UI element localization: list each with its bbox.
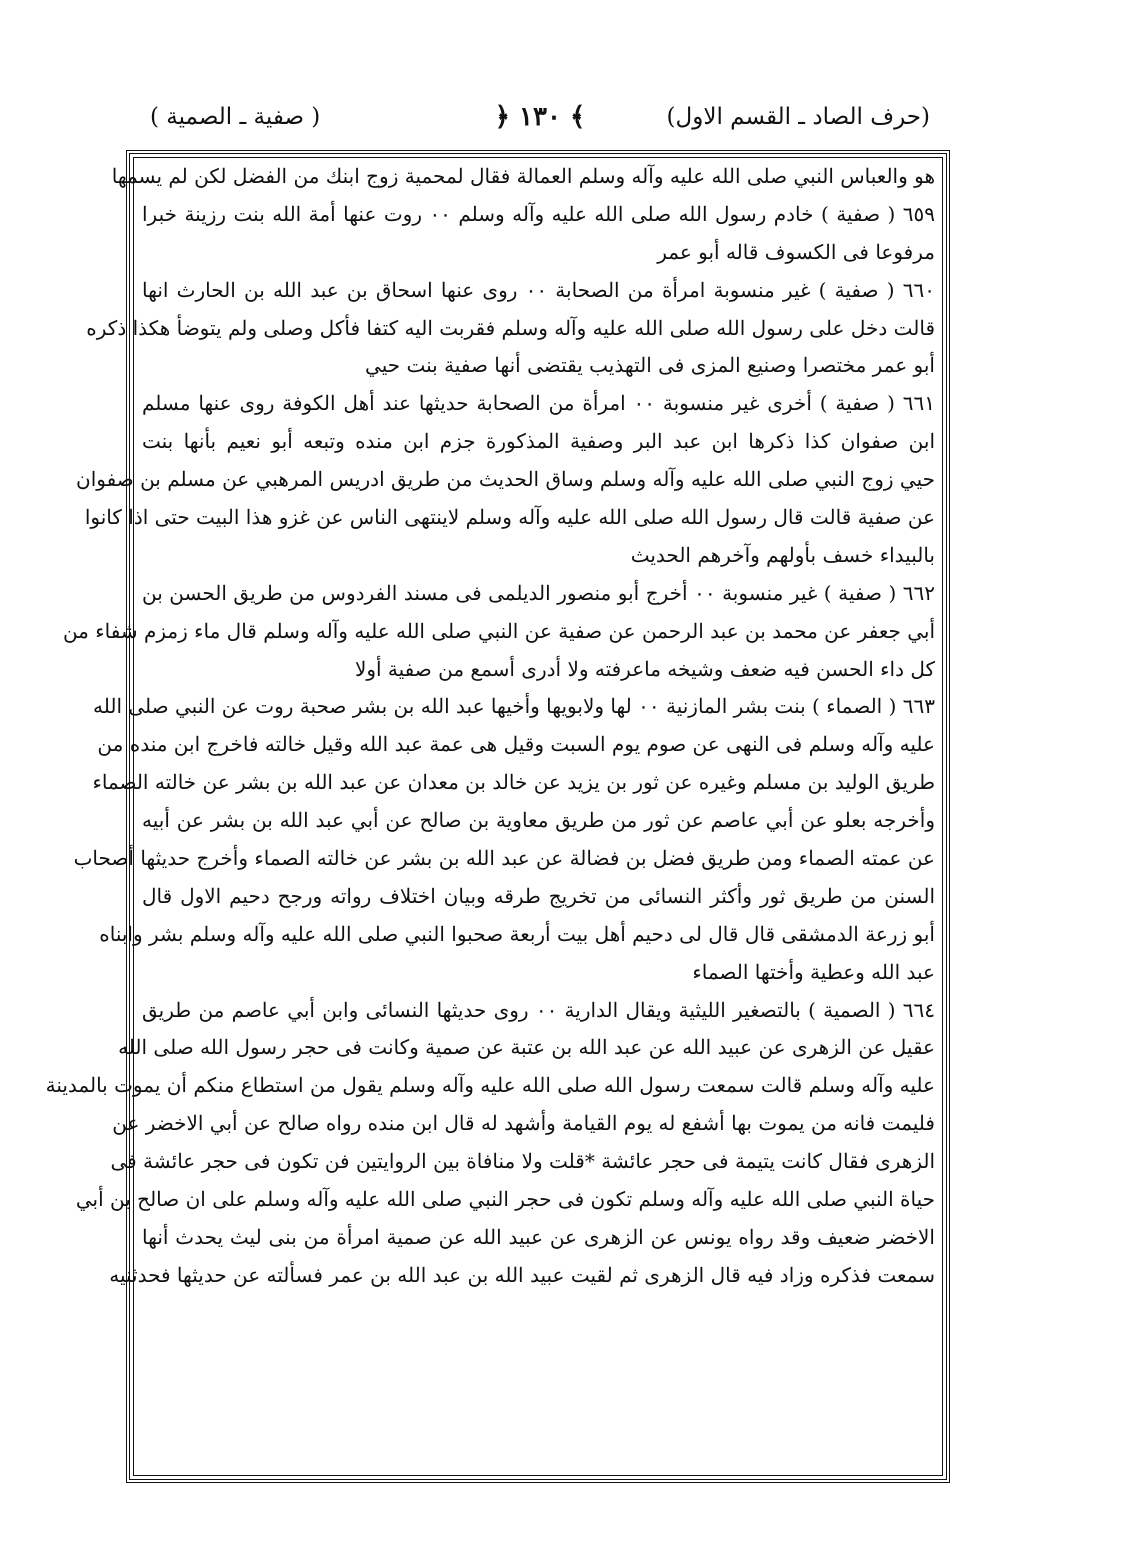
text-line: عبد الله وعطية وأختها الصماء (692, 959, 935, 984)
text-line: ابن صفوان كذا ذكرها ابن عبد البر وصفية المذكورة جزم ابن منده وتبعه أبو نعيم بأنها بنت (142, 429, 935, 454)
text-line: ٦٥٩ ( صفية ) خادم رسول الله صلى الله عليه وآله وسلم ٠٠ روت عنها أمة الله بنت رزينة خبرا (142, 201, 935, 226)
text-line: ٦٦٢ ( صفية ) غير منسوبة ٠٠ أخرج أبو منصور الديلمى فى مسند الفردوس من طريق الحسن بن (142, 580, 935, 605)
text-line: حيي زوج النبي صلى الله عليه وآله وسلم وساق الحديث من طريق ادريس المرهبي عن مسلم بن صفوان (76, 467, 935, 492)
text-line: عليه وآله وسلم قالت سمعت رسول الله صلى الله عليه وآله وسلم يقول من استطاع منكم أن يموت بالمدينة (45, 1073, 935, 1098)
text-line: أبي جعفر عن محمد بن عبد الرحمن عن صفية عن النبي صلى الله عليه وآله وسلم قال ماء زمزم شفاء من (62, 618, 935, 643)
text-line: ٦٦٤ ( الصمية ) بالتصغير الليثية ويقال الدارية ٠٠ روى حديثها النسائى وابن أبي عاصم من طريق (142, 997, 935, 1022)
text-line: الزهرى فقال كانت يتيمة فى حجر عائشة *قلت ولا منافاة بين الروايتين فن تكون فى حجر عائشة فى (110, 1149, 935, 1174)
entry-range: ( صفية ـ الصمية ) (150, 104, 321, 130)
text-line: أبو عمر مختصرا وصنيع المزى فى التهذيب يقتضى أنها صفية بنت حيي (365, 353, 935, 378)
text-line: ٦٦٠ ( صفية ) غير منسوبة امرأة من الصحابة ٠٠ روى عنها اسحاق بن عبد الله بن الحارث انها (142, 277, 935, 302)
text-line: أبو زرعة الدمشقى قال قال لى دحيم أهل بيت أربعة صحبوا النبي صلى الله عليه وآله وسلم بشر وابناه (99, 921, 935, 946)
text-line: قالت دخل على رسول الله صلى الله عليه وآله وسلم فقربت اليه كتفا فأكل وصلى ولم يتوضأ هكذا ذكره (86, 315, 935, 340)
text-line: عن عمته الصماء ومن طريق فضل بن فضالة عن عبد الله بن بشر عن خالته الصماء وأخرج حديثها أصحاب (73, 846, 935, 871)
text-line: عليه وآله وسلم فى النهى عن صوم يوم السبت وقيل هى عمة عبد الله وقيل خالته فاخرج ابن منده من (97, 732, 935, 757)
text-line: سمعت فذكره وزاد فيه قال الزهرى ثم لقيت عبيد الله بن عبد الله بن عمر فسألته عن حديثها فحدثنيه (109, 1262, 935, 1287)
text-line: طريق الوليد بن مسلم وغيره عن ثور بن يزيد عن خالد بن معدان عن عبد الله بن بشر عن خالته الصماء (92, 770, 935, 795)
text-line: مرفوعا فى الكسوف قاله أبو عمر (657, 239, 935, 264)
body-text (45, 158, 935, 1476)
page-number: ﴾ ١٣٠ ﴿ (494, 102, 586, 132)
text-line: بالبيداء خسف بأولهم وآخرهم الحديث (630, 542, 935, 567)
section-title: (حرف الصاد ـ القسم الاول) (666, 104, 930, 130)
text-line: ٦٦١ ( صفية ) أخرى غير منسوبة ٠٠ امرأة من الصحابة حديثها عند أهل الكوفة روى عنها مسلم (142, 391, 935, 416)
text-line: فليمت فانه من يموت بها أشفع له يوم القيامة وأشهد له قال ابن منده رواه صالح عن أبي الاخضر عن (112, 1111, 935, 1136)
text-line: الاخضر ضعيف وقد رواه يونس عن الزهرى عن عبيد الله عن صمية امرأة من بنى ليث يحدث أنها (142, 1224, 935, 1249)
text-line: عقيل عن الزهرى عن عبيد الله عن عبد الله بن عتبة عن صمية وكانت فى حجر رسول الله صلى الله (118, 1035, 935, 1060)
text-line: هو والعباس النبي صلى الله عليه وآله وسلم العمالة فقال لمحمية زوج ابنك من الفضل لكن لم يسمها (111, 164, 935, 188)
text-line: السنن من طريق ثور وأكثر النسائى من تخريج طرقه وبيان اختلاف رواته ورجح دحيم الاول قال (142, 883, 935, 908)
page-header (150, 104, 930, 144)
text-line: حياة النبي صلى الله عليه وآله وسلم تكون فى حجر النبي صلى الله عليه وآله وسلم على ان صالح بن أبي (75, 1187, 935, 1212)
text-line: ٦٦٣ ( الصماء ) بنت بشر المازنية ٠٠ لها ولابويها وأخيها عبد الله بن بشر صحبة روت عن النبي صلى الله (93, 694, 935, 719)
text-line: وأخرجه بعلو عن أبي عاصم عن ثور من طريق معاوية بن صالح عن أبي عبد الله بن بشر عن أبيه (142, 808, 935, 833)
text-line: عن صفية قالت قال رسول الله صلى الله عليه وآله وسلم لاينتهى الناس عن غزو هذا البيت حتى اذا كانوا (84, 505, 935, 530)
text-line: كل داء الحسن فيه ضعف وشيخه ماعرفته ولا أدرى أسمع من صفية أولا (354, 656, 935, 681)
